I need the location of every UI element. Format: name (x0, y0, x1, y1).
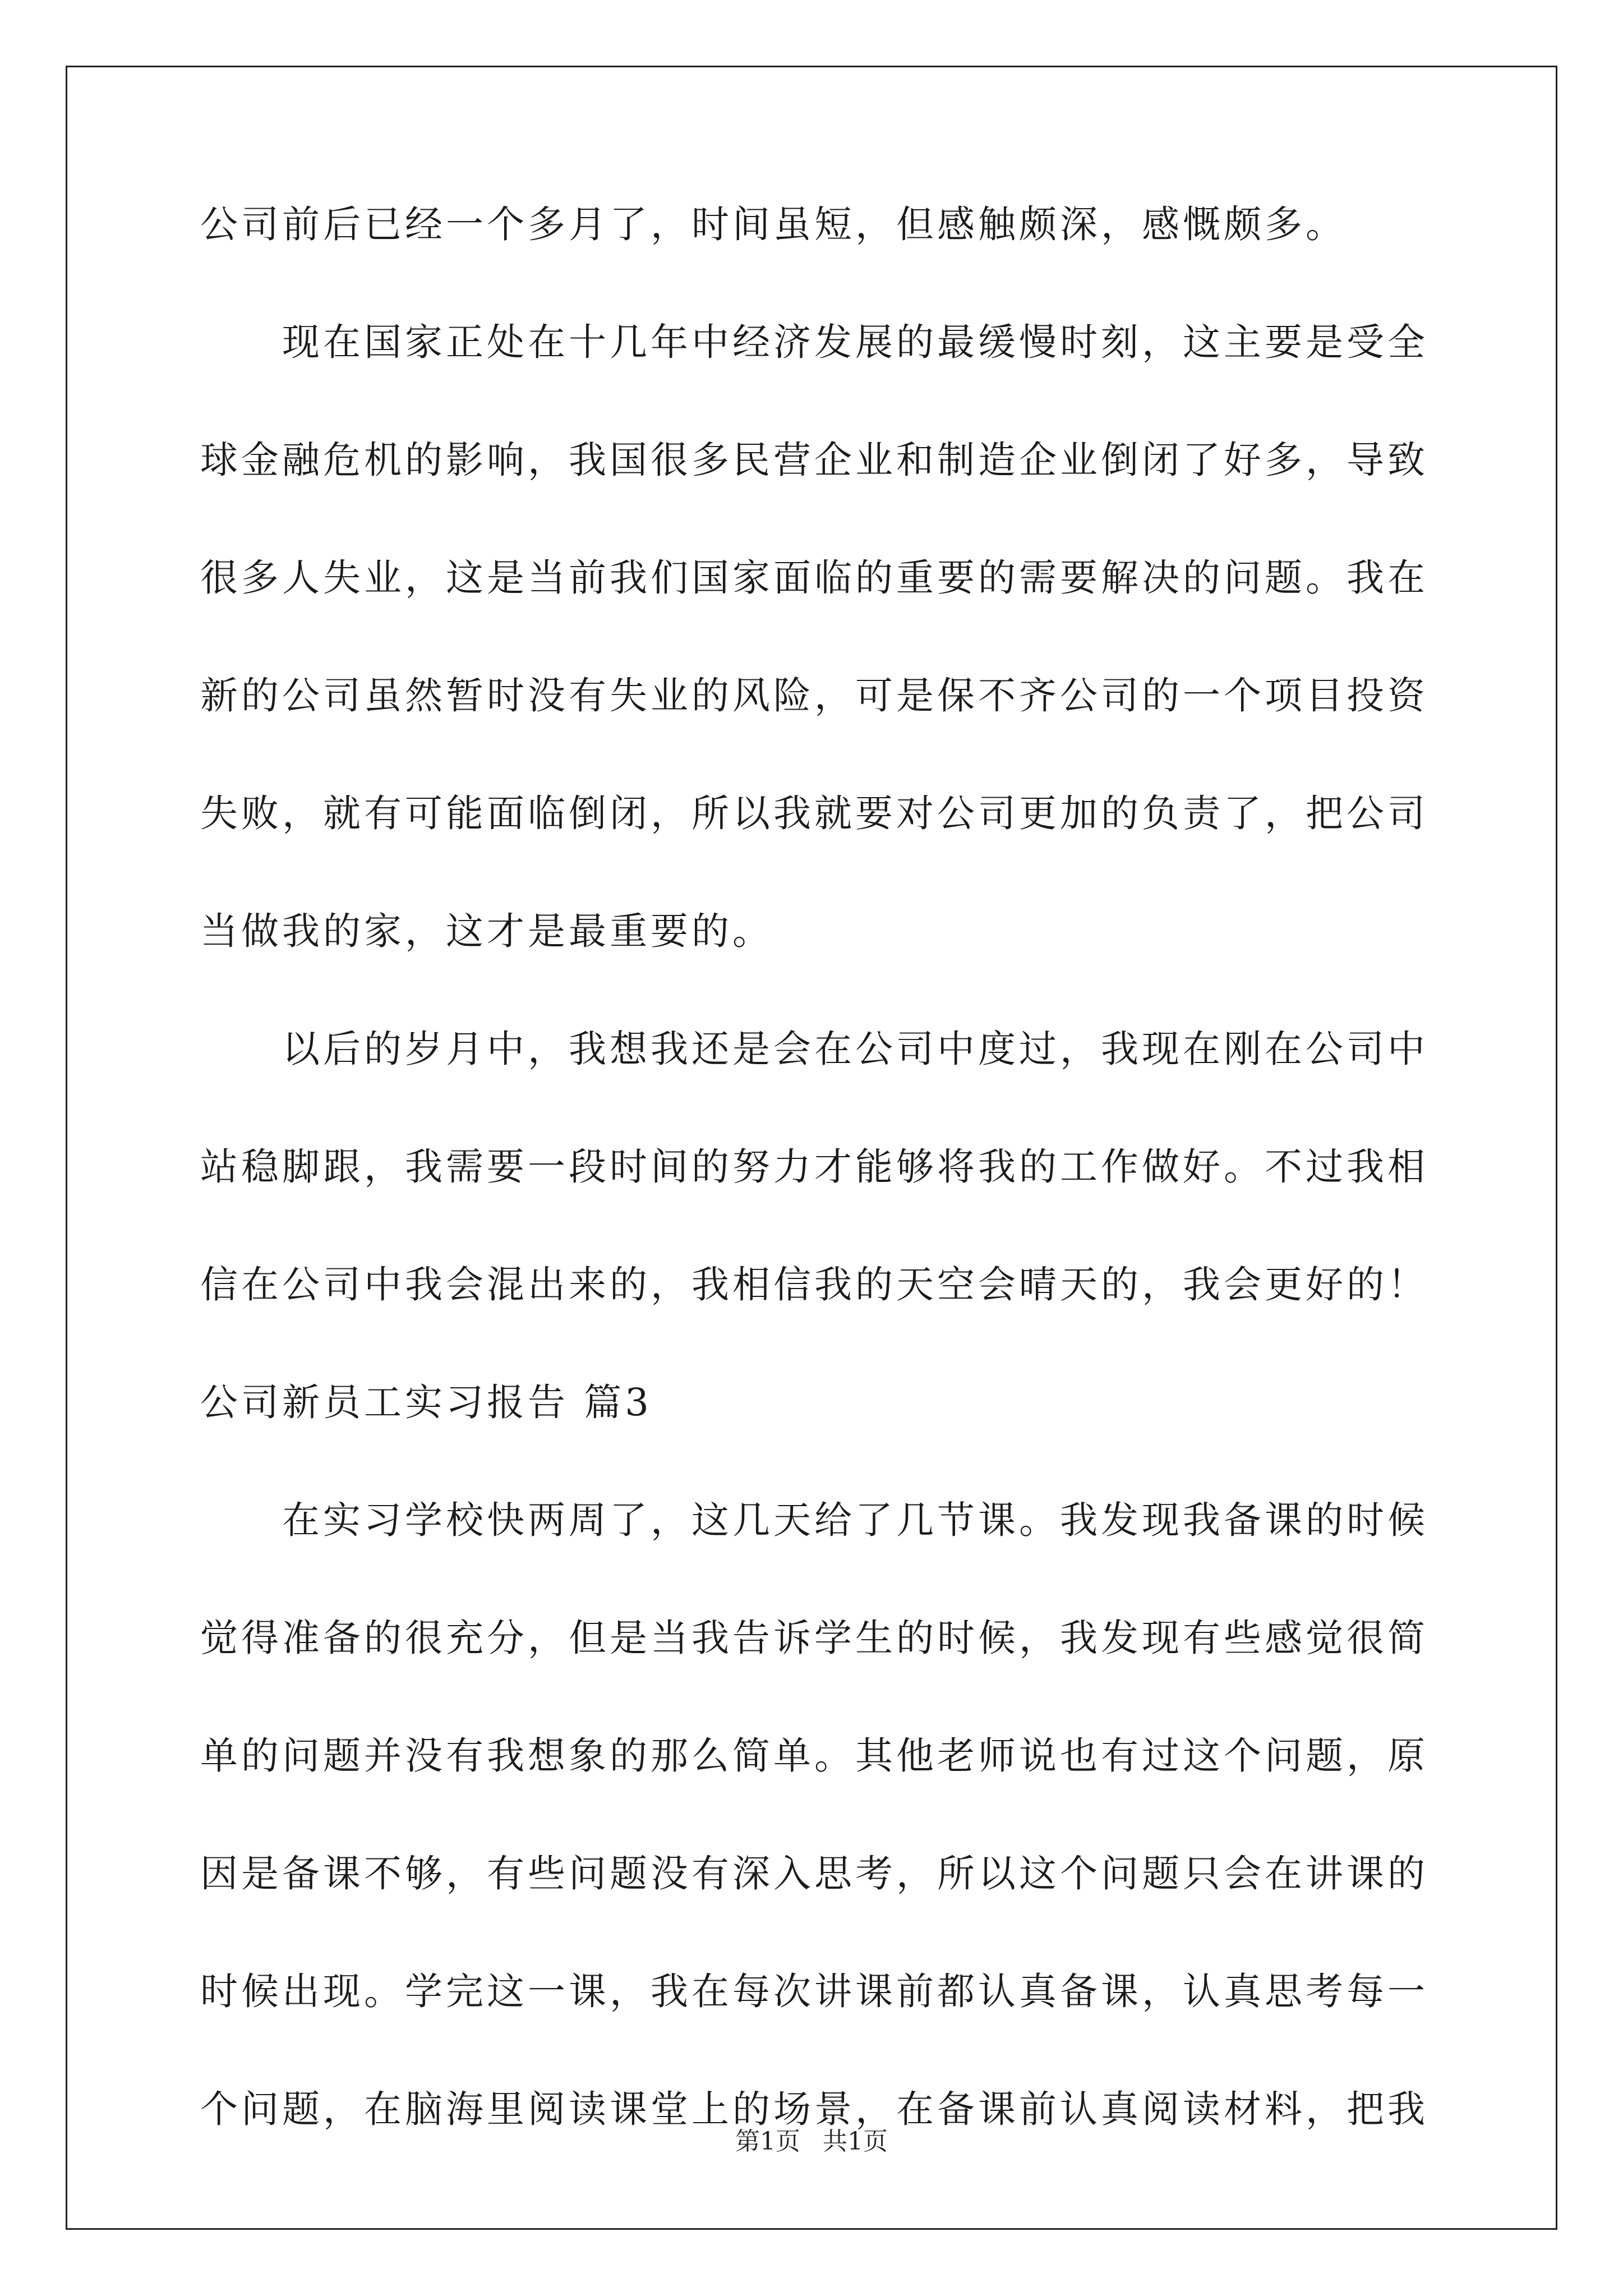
text-line: 球金融危机的影响，我国很多民营企业和制造企业倒闭了好多，导致 (200, 438, 1428, 482)
paragraph-start-line: 在实习学校快两周了，这几天给了几节课。我发现我备课的时候 (282, 1498, 1428, 1542)
text-line: 单的问题并没有我想象的那么简单。其他老师说也有过这个问题，原 (200, 1734, 1428, 1778)
paragraph-start-line: 以后的岁月中，我想我还是会在公司中度过，我现在刚在公司中 (282, 1027, 1428, 1071)
paragraph-start-line: 现在国家正处在十几年中经济发展的最缓慢时刻，这主要是受全 (282, 320, 1428, 364)
text-line: 很多人失业，这是当前我们国家面临的重要的需要解决的问题。我在 (200, 556, 1428, 600)
page-number-current: 第1页 (735, 2127, 800, 2156)
text-line: 信在公司中我会混出来的，我相信我的天空会晴天的，我会更好的！ (200, 1263, 1428, 1306)
page-footer (0, 2126, 1623, 2157)
text-line: 失败，就有可能面临倒闭，所以我就要对公司更加的负责了，把公司 (200, 792, 1428, 835)
text-line: 时候出现。学完这一课，我在每次讲课前都认真备课，认真思考每一 (200, 1970, 1428, 2013)
section-heading: 公司新员工实习报告 篇3 (200, 1381, 652, 1424)
text-line: 因是备课不够，有些问题没有深入思考，所以这个问题只会在讲课的 (200, 1852, 1428, 1895)
page-number-total: 共1页 (823, 2127, 888, 2156)
text-line: 公司前后已经一个多月了，时间虽短，但感触颇深，感慨颇多。 (200, 203, 1347, 246)
text-line: 当做我的家，这才是最重要的。 (200, 909, 773, 953)
text-line: 新的公司虽然暂时没有失业的风险，可是保不齐公司的一个项目投资 (200, 674, 1428, 717)
text-line: 觉得准备的很充分，但是当我告诉学生的时候，我发现有些感觉很简 (200, 1616, 1428, 1660)
text-line: 站稳脚跟，我需要一段时间的努力才能够将我的工作做好。不过我相 (200, 1145, 1428, 1189)
text-line: 个问题，在脑海里阅读课堂上的场景，在备课前认真阅读材料，把我 (200, 2087, 1428, 2131)
